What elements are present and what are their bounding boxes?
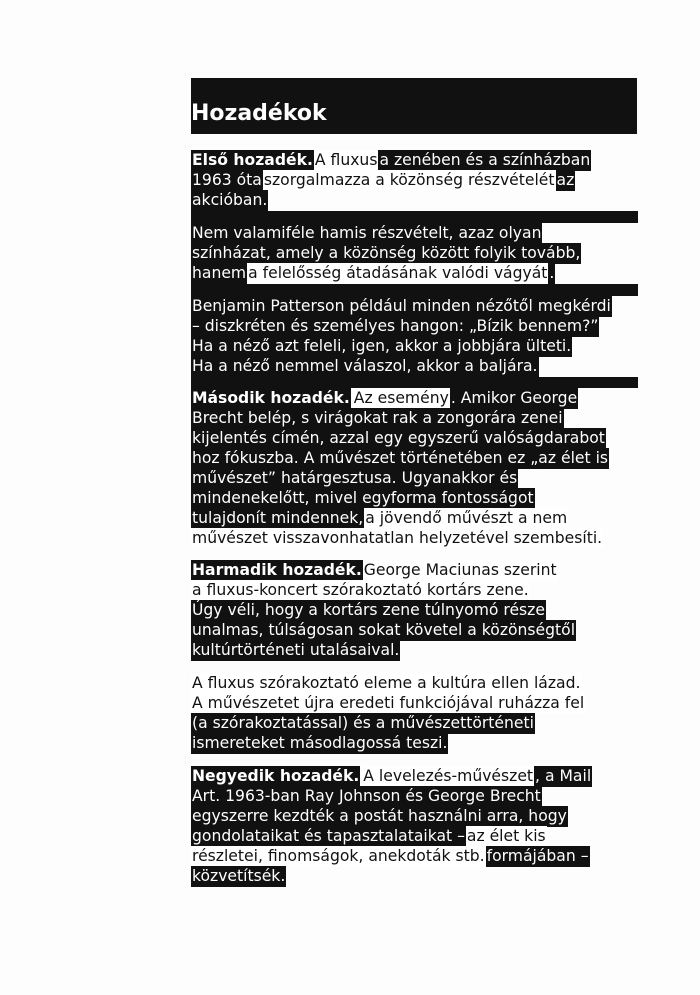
highlighted-text-span: George Maciunas szerint (363, 561, 557, 579)
text-line (191, 488, 535, 509)
redacted-text-span: Ha a néző azt feleli, igen, akkor a jobbjára ülteti. (192, 337, 572, 355)
highlighted-text-span: Az esemény (353, 389, 449, 407)
redacted-text-span: tulajdonít mindennek, (192, 509, 364, 527)
text-line (191, 508, 568, 529)
title-block (191, 78, 637, 134)
redacted-text-span: (a szórakoztatással) és a művészettörténeti (192, 714, 534, 732)
redacted-text-span: – diszkréten és személyes hangon: „Bízik bennem?” (192, 317, 599, 335)
text-line (191, 243, 581, 264)
text-line (191, 766, 592, 787)
text-line (191, 733, 448, 754)
redacted-text-span: gondolataikat és tapasztalataikat – (192, 827, 465, 845)
redacted-text-span: . (549, 264, 555, 282)
redaction-gap (191, 211, 638, 223)
text-line (191, 673, 581, 694)
redacted-text-span: színházat, amely a közönség között folyik tovább, (192, 244, 581, 262)
text-line (191, 713, 535, 734)
text-line (191, 316, 599, 337)
highlighted-text-span: a felelősség átadásának valódi vágyát (248, 264, 548, 282)
text-line (191, 388, 578, 409)
redacted-text-span: Harmadik hozadék. (192, 561, 362, 579)
highlighted-text-span: a fluxus-koncert szórakoztató kortárs zene. (192, 581, 529, 599)
redaction-gap (191, 284, 638, 296)
redacted-text-span: Nem valamiféle hamis részvételt, azaz olyan (192, 224, 542, 242)
redacted-text-span: egyszerre kezdték a postát használni arra, hogy (192, 807, 567, 825)
text-line (191, 806, 568, 827)
redacted-text-span: akcióban. (192, 191, 268, 209)
text-line (191, 170, 575, 191)
text-line (191, 296, 612, 317)
text-line (191, 428, 606, 449)
text-line (191, 693, 585, 714)
redacted-text-span: mindenekelőtt, mivel egyforma fontosságot (192, 489, 534, 507)
redacted-text-span: . Amikor George (450, 389, 578, 407)
text-line (191, 150, 591, 171)
redacted-text-span: a zenében és a színházban (379, 151, 591, 169)
redacted-text-span: Benjamin Patterson például minden nézőtől megkérdi (192, 297, 611, 315)
redacted-text-span: Art. 1963-ban Ray Johnson és George Brecht (192, 787, 541, 805)
redacted-text-span: hoz fókuszba. A művészet történetében ez „az élet is (192, 449, 609, 467)
text-line (191, 580, 530, 601)
redacted-text-span: kijelentés címén, azzal egy egyszerű valóságdarabot (192, 429, 605, 447)
highlighted-text-span: az élet kis (466, 827, 546, 845)
redacted-text-span: hanem (192, 264, 247, 282)
redaction-gap (191, 377, 638, 388)
text-line (191, 786, 542, 807)
highlighted-text-span: A fluxus szórakoztató eleme a kultúra ellen lázad. (192, 674, 581, 692)
text-line (191, 468, 518, 489)
text-line (191, 826, 547, 847)
redacted-text-span: unalmas, túlságosan sokat követel a közönségtől (192, 621, 576, 639)
text-line (191, 223, 542, 244)
text-line (191, 408, 564, 429)
redacted-text-span: művészet” határgesztusa. Ugyanakkor és (192, 469, 518, 487)
text-line (191, 640, 400, 661)
text-line (191, 190, 268, 211)
redacted-text-span: ismereteket másodlagossá teszi. (192, 734, 448, 752)
redacted-text-span: Úgy véli, hogy a kortárs zene túlnyomó része (192, 601, 545, 619)
text-line (191, 263, 555, 284)
text-line (191, 866, 286, 887)
highlighted-text-span: A levelezés-művészet (363, 767, 534, 785)
redacted-text-span: Első hozadék. (192, 151, 313, 169)
redacted-text-span: kultúrtörténeti utalásaival. (192, 641, 400, 659)
text-line (191, 620, 576, 641)
highlighted-text-span: a jövendő művészt a nem (365, 509, 568, 527)
text-line (191, 560, 558, 581)
redacted-text-span: 1963 óta (192, 171, 262, 189)
redacted-text-span: Negyedik hozadék. (192, 767, 360, 785)
redacted-text-span: Ha a néző nemmel válaszol, akkor a baljára. (192, 357, 538, 375)
highlighted-text-span: művészet visszavonhatatlan helyzetével szembesíti. (192, 529, 603, 547)
redacted-text-span: Brecht belép, s virágokat rak a zongorára zenei (192, 409, 563, 427)
redacted-text-span: Második hozadék. (192, 389, 350, 407)
text-line (191, 356, 539, 377)
highlighted-text-span: A művészetet újra eredeti funkciójával ruházza fel (192, 694, 585, 712)
text-line (191, 336, 572, 357)
highlighted-text-span: részletei, finomságok, anekdoták stb. (192, 847, 485, 865)
redacted-text-span: , a Mail (535, 767, 592, 785)
text-line (191, 528, 603, 549)
redacted-text-span: az (556, 171, 575, 189)
redacted-text-span: formájában – (486, 847, 589, 865)
page-title: Hozadékok (191, 101, 327, 126)
text-line (191, 448, 609, 469)
redacted-text-span: közvetítsék. (192, 867, 286, 885)
highlighted-text-span: szorgalmazza a közönség részvételét (263, 171, 555, 189)
text-line (191, 600, 546, 621)
text-line (191, 846, 590, 867)
highlighted-text-span: A fluxus (314, 151, 378, 169)
